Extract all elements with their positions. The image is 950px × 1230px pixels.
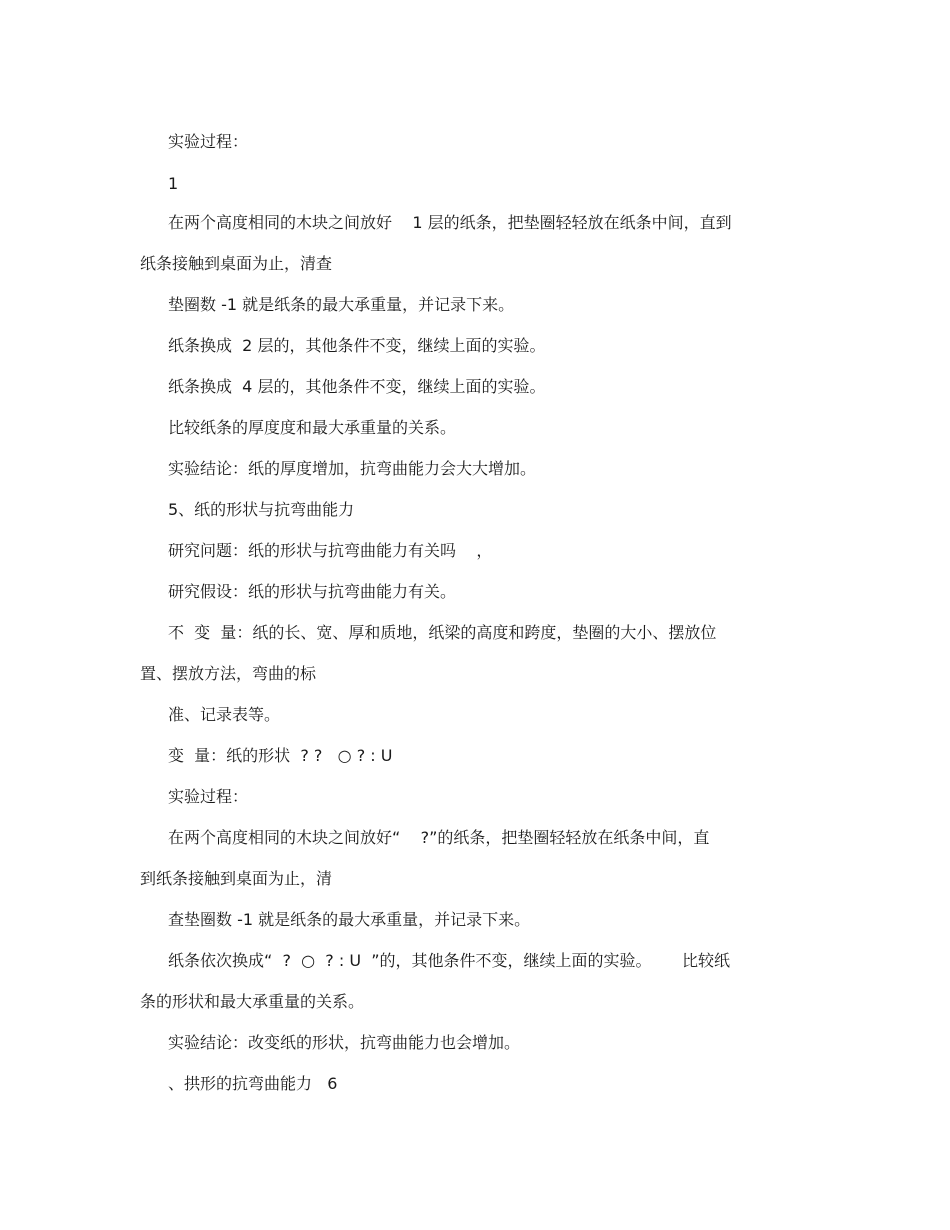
text-line: 变 量：纸的形状 ? ? ○ ? : U — [168, 746, 393, 765]
text-line: 准、记录表等。 — [168, 705, 281, 724]
text-line: 1 — [168, 174, 179, 193]
text-line: 研究假设：纸的形状与抗弯曲能力有关。 — [168, 582, 457, 601]
text-line: 实验结论：改变纸的形状，抗弯曲能力也会增加。 — [168, 1033, 521, 1052]
text-line: 纸条换成 2 层的，其他条件不变，继续上面的实验。 — [168, 336, 546, 355]
text-line: 实验结论：纸的厚度增加，抗弯曲能力会大大增加。 — [168, 459, 537, 478]
section-heading: 、拱形的抗弯曲能力 6 — [168, 1074, 338, 1093]
text-line: 纸条换成 4 层的，其他条件不变，继续上面的实验。 — [168, 377, 546, 396]
text-line: 垫圈数 -1 就是纸条的最大承重量，并记录下来。 — [168, 295, 515, 314]
text-line: 查垫圈数 -1 就是纸条的最大承重量，并记录下来。 — [168, 910, 531, 929]
text-line: 实验过程： — [168, 132, 249, 151]
text-line: 到纸条接触到桌面为止，清 — [140, 869, 333, 888]
text-line: 在两个高度相同的木块之间放好“ ?”的纸条，把垫圈轻轻放在纸条中间，直 — [168, 828, 710, 847]
text-line: 条的形状和最大承重量的关系。 — [140, 992, 365, 1011]
text-line: 实验过程： — [168, 787, 249, 806]
text-line: 在两个高度相同的木块之间放好 1 层的纸条，把垫圈轻轻放在纸条中间，直到 — [168, 213, 732, 232]
text-line: 纸条依次换成“ ? ○ ? : U ”的，其他条件不变，继续上面的实验。 比较纸 — [168, 951, 731, 970]
text-line: 比较纸条的厚度度和最大承重量的关系。 — [168, 418, 457, 437]
section-heading: 5、纸的形状与抗弯曲能力 — [168, 500, 355, 519]
text-line: 研究问题：纸的形状与抗弯曲能力有关吗 ， — [168, 541, 493, 560]
text-line: 纸条接触到桌面为止，清查 — [140, 254, 333, 273]
text-line: 不 变 量：纸的长、宽、厚和质地，纸梁的高度和跨度，垫圈的大小、摆放位 — [168, 623, 717, 642]
text-line: 置、摆放方法，弯曲的标 — [140, 664, 317, 683]
